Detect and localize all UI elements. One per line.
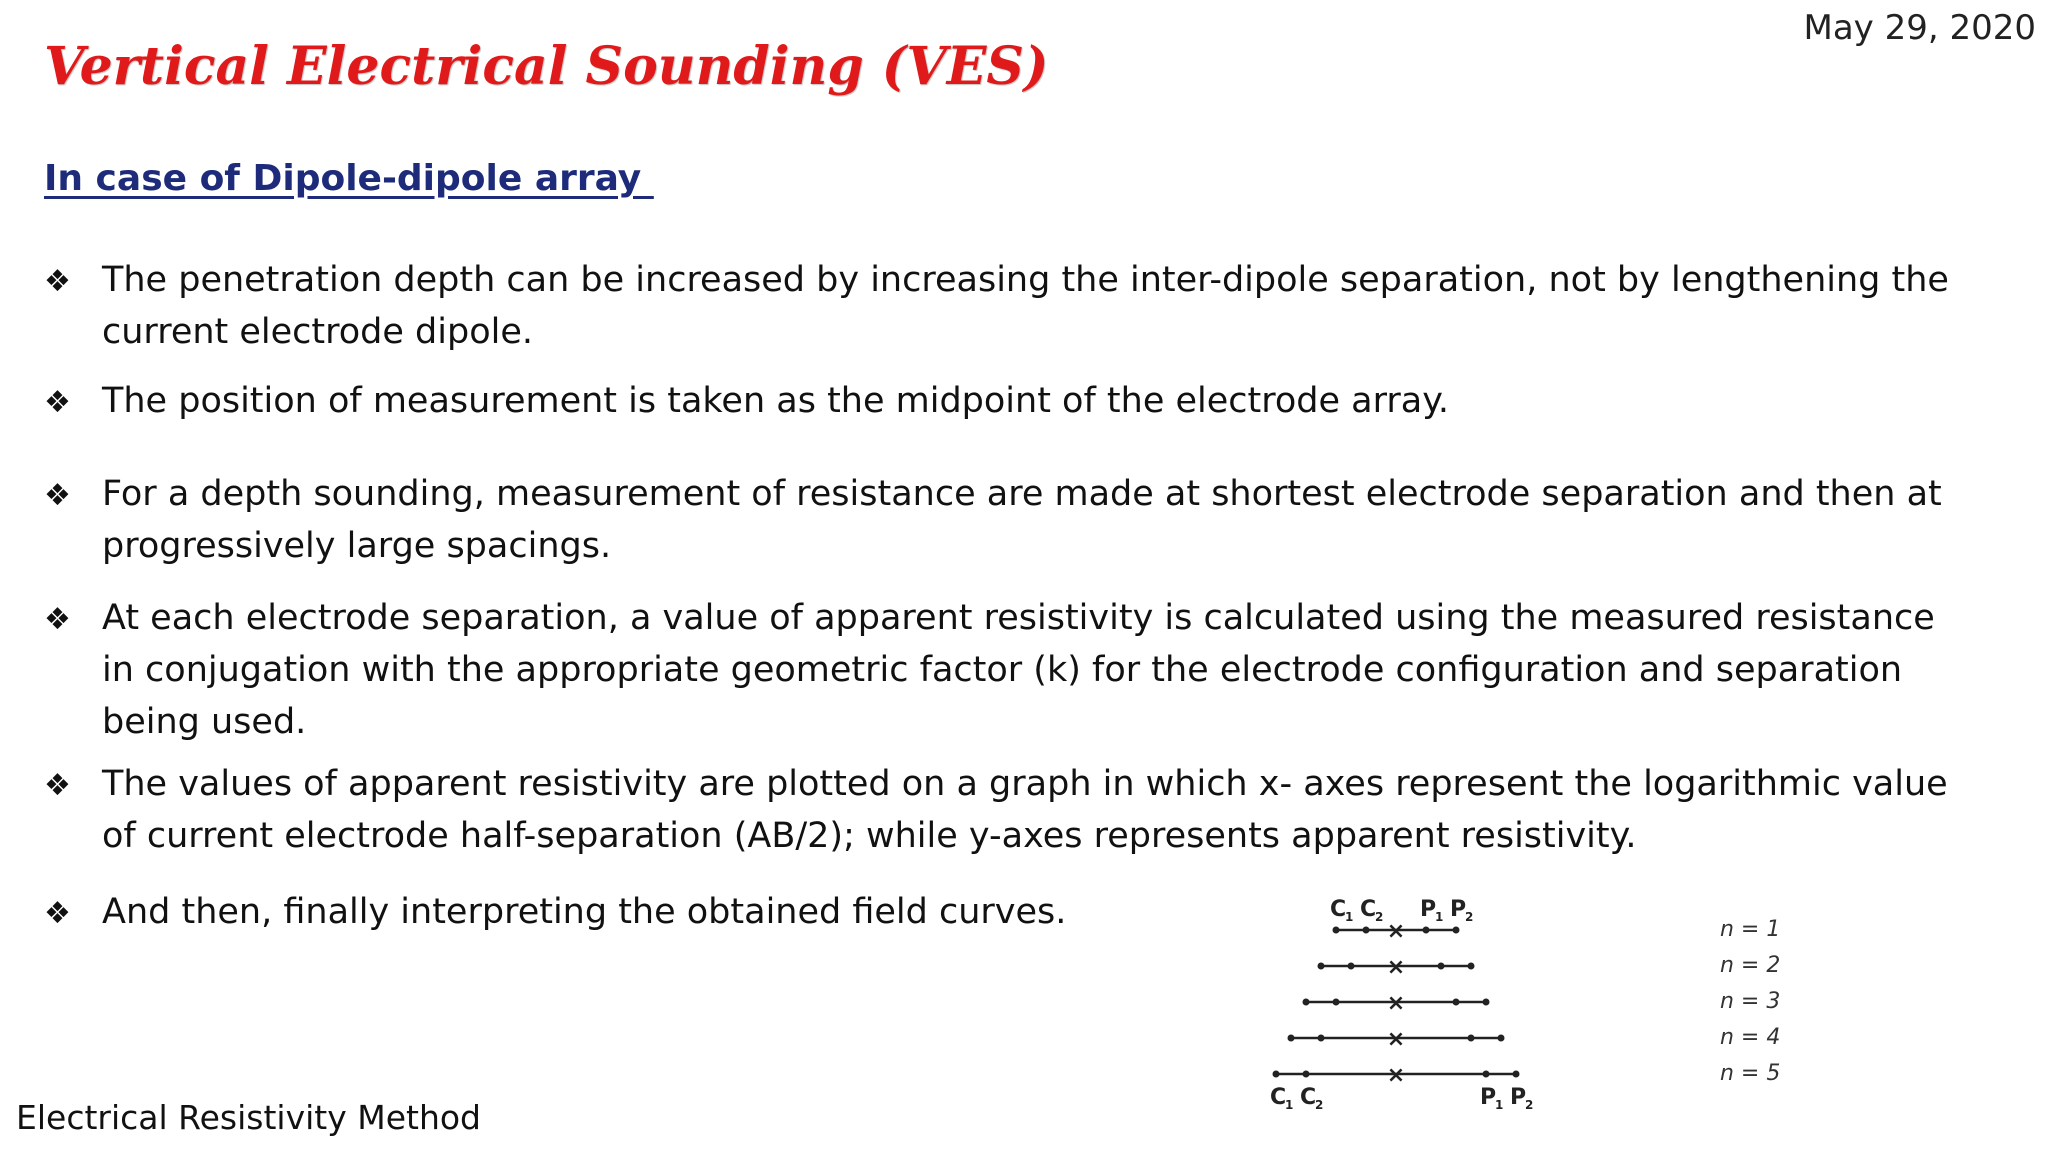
electrode-dot bbox=[1348, 963, 1355, 970]
bullet-item bbox=[44, 254, 1964, 358]
electrode-subscript: 1 bbox=[1495, 1098, 1504, 1112]
midpoint-mark: × bbox=[1386, 1027, 1406, 1052]
electrode-subscript: 1 bbox=[1435, 910, 1444, 924]
midpoint-mark: × bbox=[1386, 955, 1406, 980]
n-label: n = 1 bbox=[1720, 917, 1781, 942]
electrode-dot bbox=[1303, 999, 1310, 1006]
bullet-text: At each electrode separation, a value of apparent resistivity is calculated using the measured resistance in conjugation with the appropriate geometric factor (k) for the electrode configuration and separation being used. bbox=[102, 598, 1935, 742]
electrode-subscript: 2 bbox=[1375, 910, 1384, 924]
bullet-marker-icon: ❖ bbox=[44, 478, 71, 513]
bullet-item bbox=[44, 468, 1964, 572]
electrode-dot bbox=[1333, 999, 1340, 1006]
bullet-marker-icon: ❖ bbox=[44, 896, 71, 931]
electrode-dot bbox=[1318, 1035, 1325, 1042]
electrode-dot bbox=[1423, 927, 1430, 934]
electrode-dot bbox=[1333, 927, 1340, 934]
electrode-dot bbox=[1288, 1035, 1295, 1042]
section-heading: In case of Dipole-dipole array bbox=[44, 158, 654, 199]
bullet-item bbox=[44, 758, 1964, 862]
electrode-label: P bbox=[1420, 897, 1437, 922]
n-label: n = 2 bbox=[1720, 953, 1781, 978]
bullet-marker-icon: ❖ bbox=[44, 385, 71, 420]
n-label: n = 5 bbox=[1720, 1061, 1781, 1086]
midpoint-mark: × bbox=[1386, 919, 1406, 944]
electrode-label: C bbox=[1300, 1085, 1317, 1110]
bullet-text: For a depth sounding, measurement of resistance are made at shortest electrode separation and then at progressively large spacings. bbox=[102, 474, 1942, 566]
bullet-marker-icon: ❖ bbox=[44, 602, 71, 637]
bullet-item bbox=[44, 375, 1964, 427]
bullet-text: The values of apparent resistivity are plotted on a graph in which x- axes represent the logarithmic value of current electrode half-separation (AB/2); while y-axes represents apparent resistivity. bbox=[102, 764, 1948, 856]
dipole-dipole-diagram-svg bbox=[1160, 888, 1920, 1128]
midpoint-mark: × bbox=[1386, 991, 1406, 1016]
electrode-dot bbox=[1498, 1035, 1505, 1042]
electrode-subscript: 2 bbox=[1465, 910, 1474, 924]
footer-text: Electrical Resistivity Method bbox=[16, 1098, 481, 1137]
slide-date: May 29, 2020 bbox=[1803, 8, 2036, 48]
bullet-text: And then, finally interpreting the obtained field curves. bbox=[102, 892, 1067, 932]
electrode-label: P bbox=[1480, 1085, 1497, 1110]
electrode-label: C bbox=[1270, 1085, 1287, 1110]
electrode-label: C bbox=[1330, 897, 1347, 922]
electrode-subscript: 2 bbox=[1315, 1098, 1324, 1112]
electrode-label: P bbox=[1450, 897, 1467, 922]
electrode-dot bbox=[1318, 963, 1325, 970]
electrode-dot bbox=[1273, 1071, 1280, 1078]
electrode-subscript: 1 bbox=[1285, 1098, 1294, 1112]
electrode-dot bbox=[1468, 963, 1475, 970]
slide-title: Vertical Electrical Sounding (VES) bbox=[44, 36, 1049, 97]
electrode-dot bbox=[1363, 927, 1370, 934]
electrode-dot bbox=[1438, 963, 1445, 970]
bullet-text: The penetration depth can be increased by increasing the inter-dipole separation, not by lengthening the current electrode dipole. bbox=[102, 260, 1949, 352]
electrode-dot bbox=[1453, 927, 1460, 934]
bullet-marker-icon: ❖ bbox=[44, 264, 71, 299]
dipole-dipole-diagram bbox=[1160, 888, 1920, 1128]
electrode-dot bbox=[1303, 1071, 1310, 1078]
electrode-label: P bbox=[1510, 1085, 1527, 1110]
electrode-dot bbox=[1453, 999, 1460, 1006]
bullet-marker-icon: ❖ bbox=[44, 768, 71, 803]
electrode-dot bbox=[1483, 1071, 1490, 1078]
n-label: n = 3 bbox=[1720, 989, 1781, 1014]
electrode-dot bbox=[1468, 1035, 1475, 1042]
bullet-item bbox=[44, 592, 1964, 748]
bullet-text: The position of measurement is taken as the midpoint of the electrode array. bbox=[102, 381, 1450, 421]
electrode-dot bbox=[1513, 1071, 1520, 1078]
electrode-subscript: 1 bbox=[1345, 910, 1354, 924]
midpoint-mark: × bbox=[1386, 1063, 1406, 1088]
n-label: n = 4 bbox=[1720, 1025, 1781, 1050]
electrode-label: C bbox=[1360, 897, 1377, 922]
electrode-subscript: 2 bbox=[1525, 1098, 1534, 1112]
electrode-dot bbox=[1483, 999, 1490, 1006]
